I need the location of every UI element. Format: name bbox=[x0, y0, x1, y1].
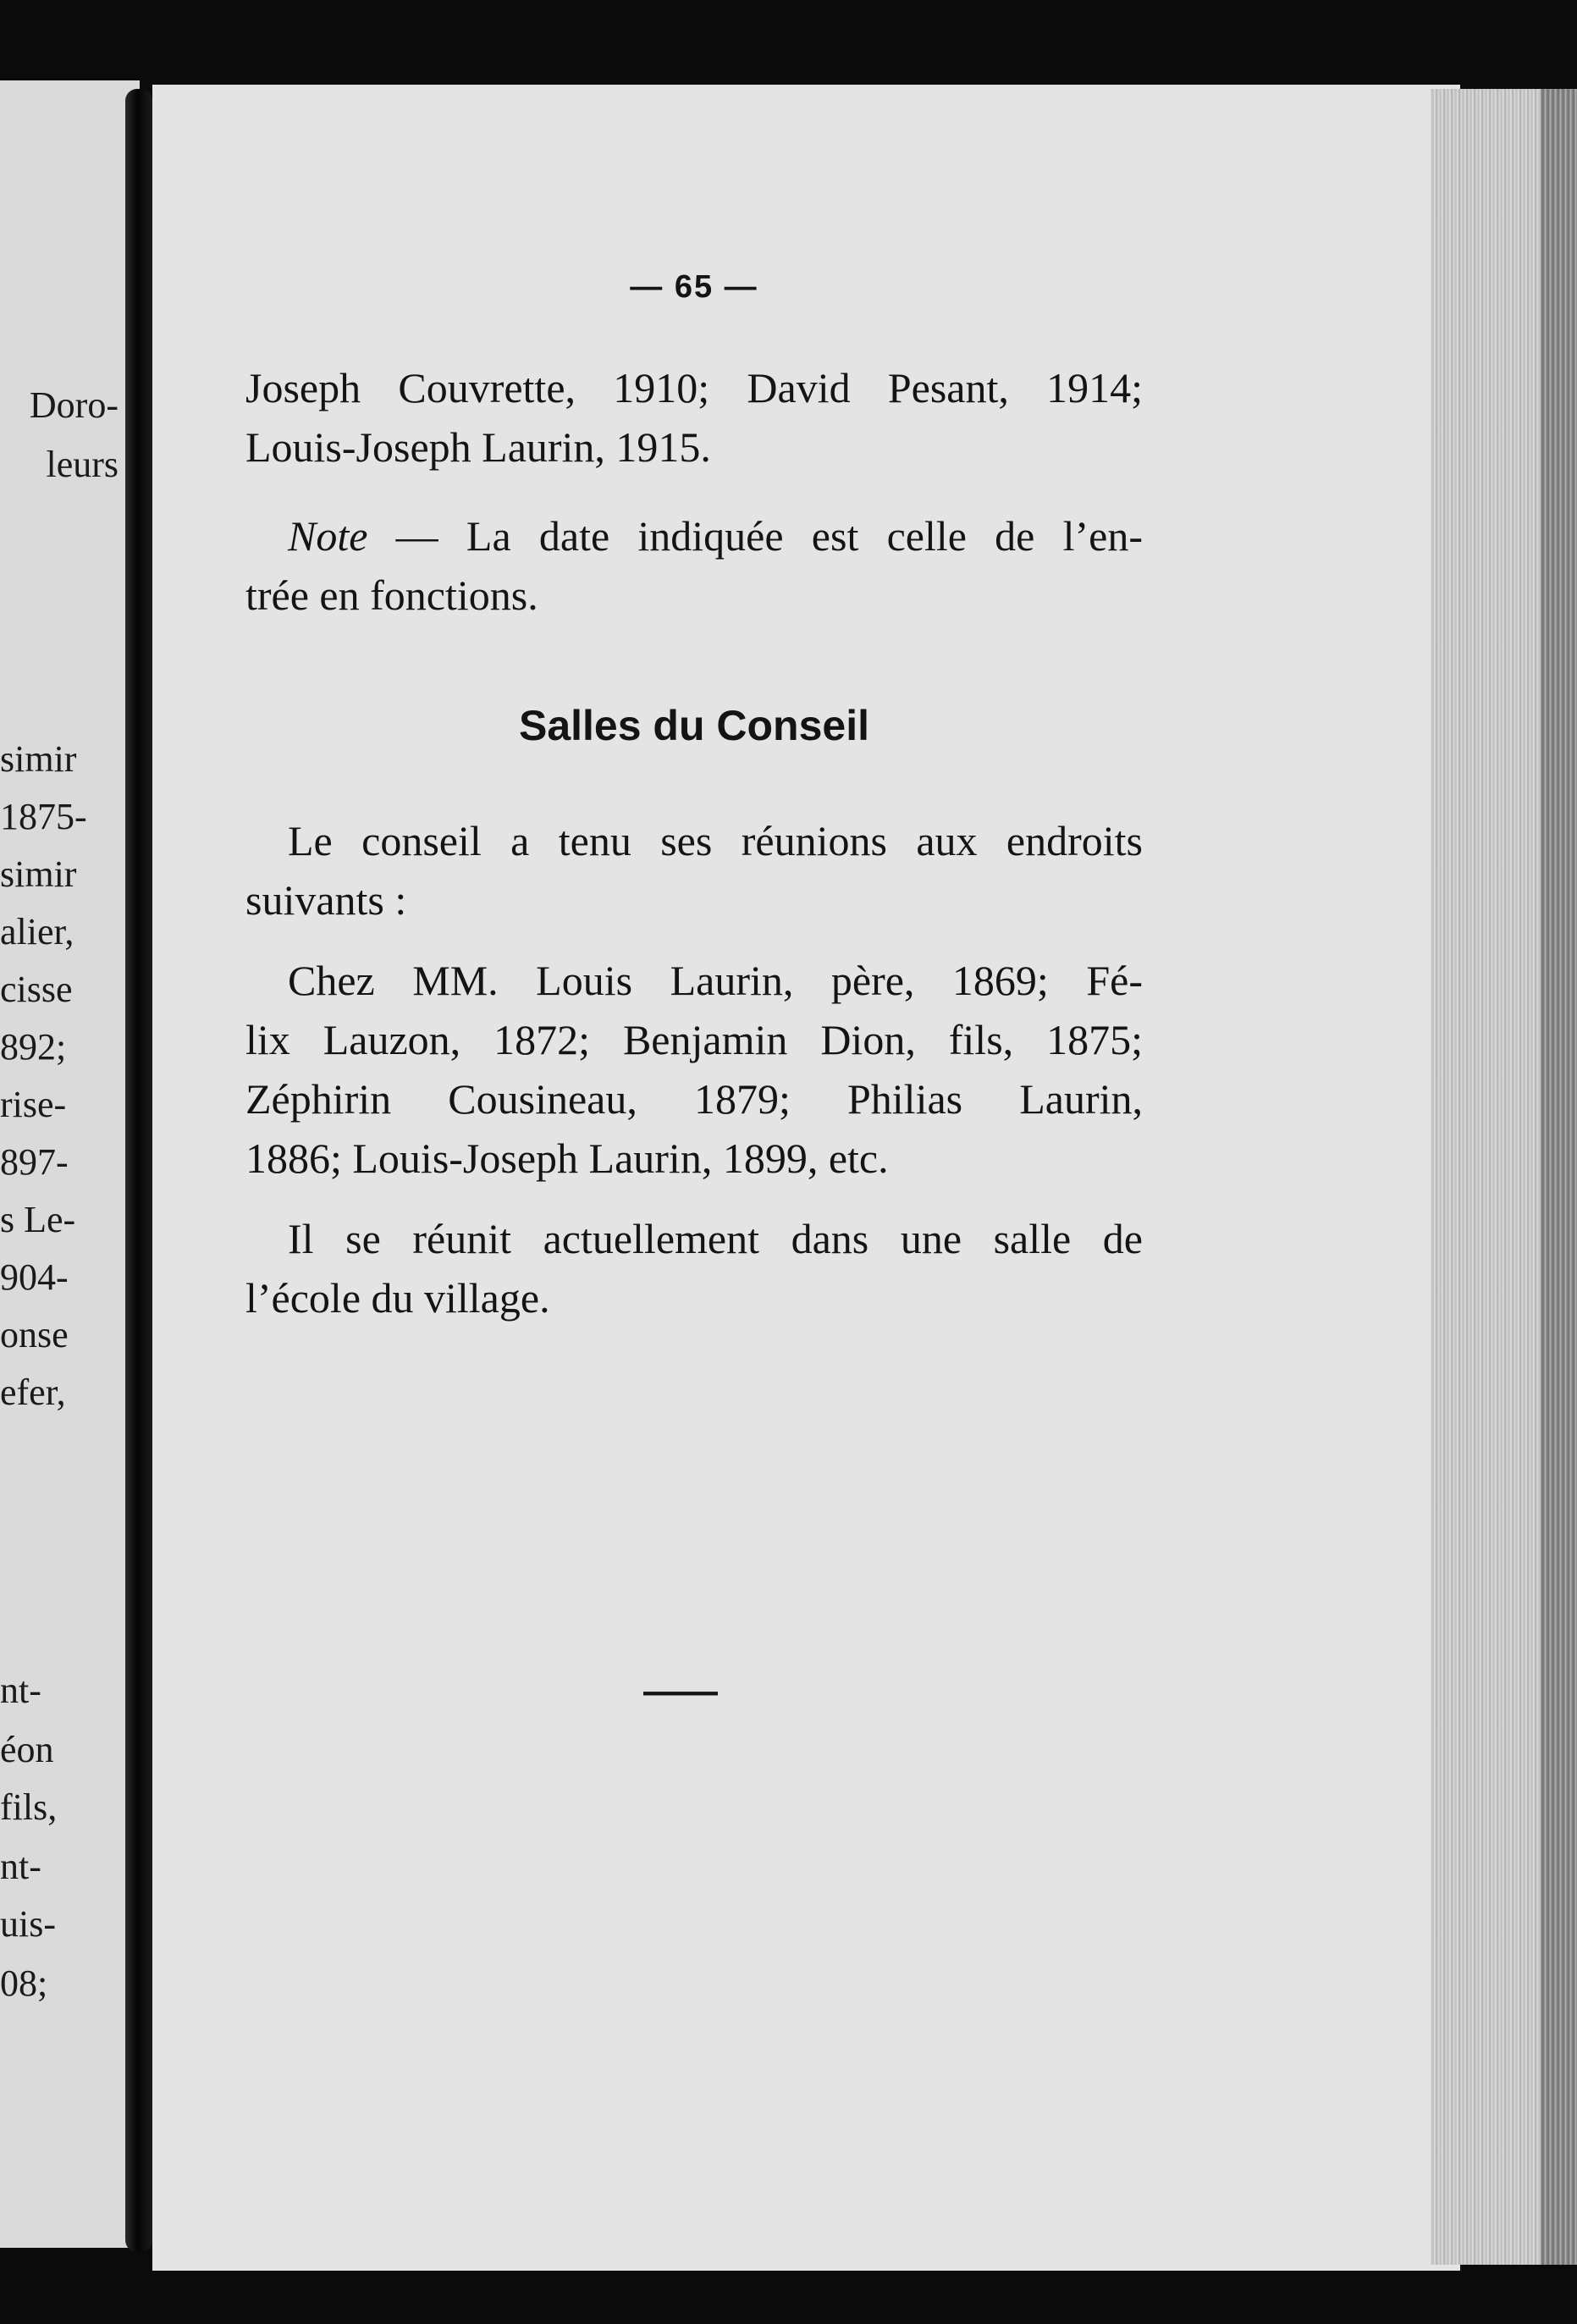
left-text-fragment: 1875- bbox=[0, 796, 87, 837]
left-text-fragment: uis- bbox=[0, 1903, 56, 1945]
left-text-fragment: rise- bbox=[0, 1084, 67, 1125]
page-number: — 65 — bbox=[630, 269, 758, 305]
book-spine bbox=[125, 89, 152, 2252]
note-label: Note bbox=[288, 512, 368, 560]
text-line: Joseph Couvrette, 1910; David Pesant, 1914; bbox=[245, 364, 1143, 411]
paragraph-mayors-continued bbox=[245, 358, 1143, 477]
text-line: l’école du village. bbox=[245, 1274, 550, 1322]
text-line: 1886; Louis-Joseph Laurin, 1899, etc. bbox=[245, 1134, 889, 1182]
left-text-fragment: cisse bbox=[0, 969, 73, 1010]
text-line: Zéphirin Cousineau, 1879; Philias Laurin, bbox=[245, 1075, 1143, 1123]
left-text-fragment: leurs bbox=[46, 444, 119, 485]
left-text-fragment: alier, bbox=[0, 911, 74, 952]
left-text-fragment: simir bbox=[0, 853, 77, 895]
left-text-fragment: nt- bbox=[0, 1670, 41, 1711]
paragraph-intro bbox=[245, 811, 1143, 930]
left-text-fragment: nt- bbox=[0, 1846, 41, 1887]
paragraph-locations bbox=[245, 951, 1143, 1188]
paragraph-current bbox=[245, 1209, 1143, 1328]
left-text-fragment: simir bbox=[0, 738, 77, 780]
text-line: Il se réunit actuellement dans une salle de bbox=[288, 1215, 1143, 1262]
text-line: lix Lauzon, 1872; Benjamin Dion, fils, 1875; bbox=[245, 1016, 1143, 1063]
left-text-fragment: efer, bbox=[0, 1372, 66, 1413]
previous-page bbox=[0, 80, 140, 2248]
text-line: trée en fonctions. bbox=[245, 571, 538, 619]
left-text-fragment: onse bbox=[0, 1314, 69, 1355]
text-line: Louis-Joseph Laurin, 1915. bbox=[245, 423, 711, 471]
left-text-fragment: 08; bbox=[0, 1962, 48, 2004]
left-text-fragment: fils, bbox=[0, 1786, 58, 1828]
text-line: suivants : bbox=[245, 876, 407, 924]
paragraph-note bbox=[245, 506, 1143, 625]
left-text-fragment: s Le- bbox=[0, 1199, 76, 1240]
section-heading: Salles du Conseil bbox=[518, 702, 869, 749]
left-text-fragment: 904- bbox=[0, 1256, 69, 1298]
page-edges-outer bbox=[1541, 89, 1577, 2265]
note-text: — La date indiquée est celle de l’en- bbox=[367, 512, 1143, 560]
note-line bbox=[245, 506, 1143, 566]
left-text-fragment: éon bbox=[0, 1729, 54, 1770]
section-end-mark: —— bbox=[643, 1670, 718, 1712]
left-text-fragment: 897- bbox=[0, 1141, 69, 1183]
text-line: Le conseil a tenu ses réunions aux endroits bbox=[288, 817, 1143, 864]
left-text-fragment: 892; bbox=[0, 1026, 67, 1068]
left-text-fragment: Doro- bbox=[29, 384, 119, 426]
text-line: Chez MM. Louis Laurin, père, 1869; Fé- bbox=[288, 957, 1143, 1004]
